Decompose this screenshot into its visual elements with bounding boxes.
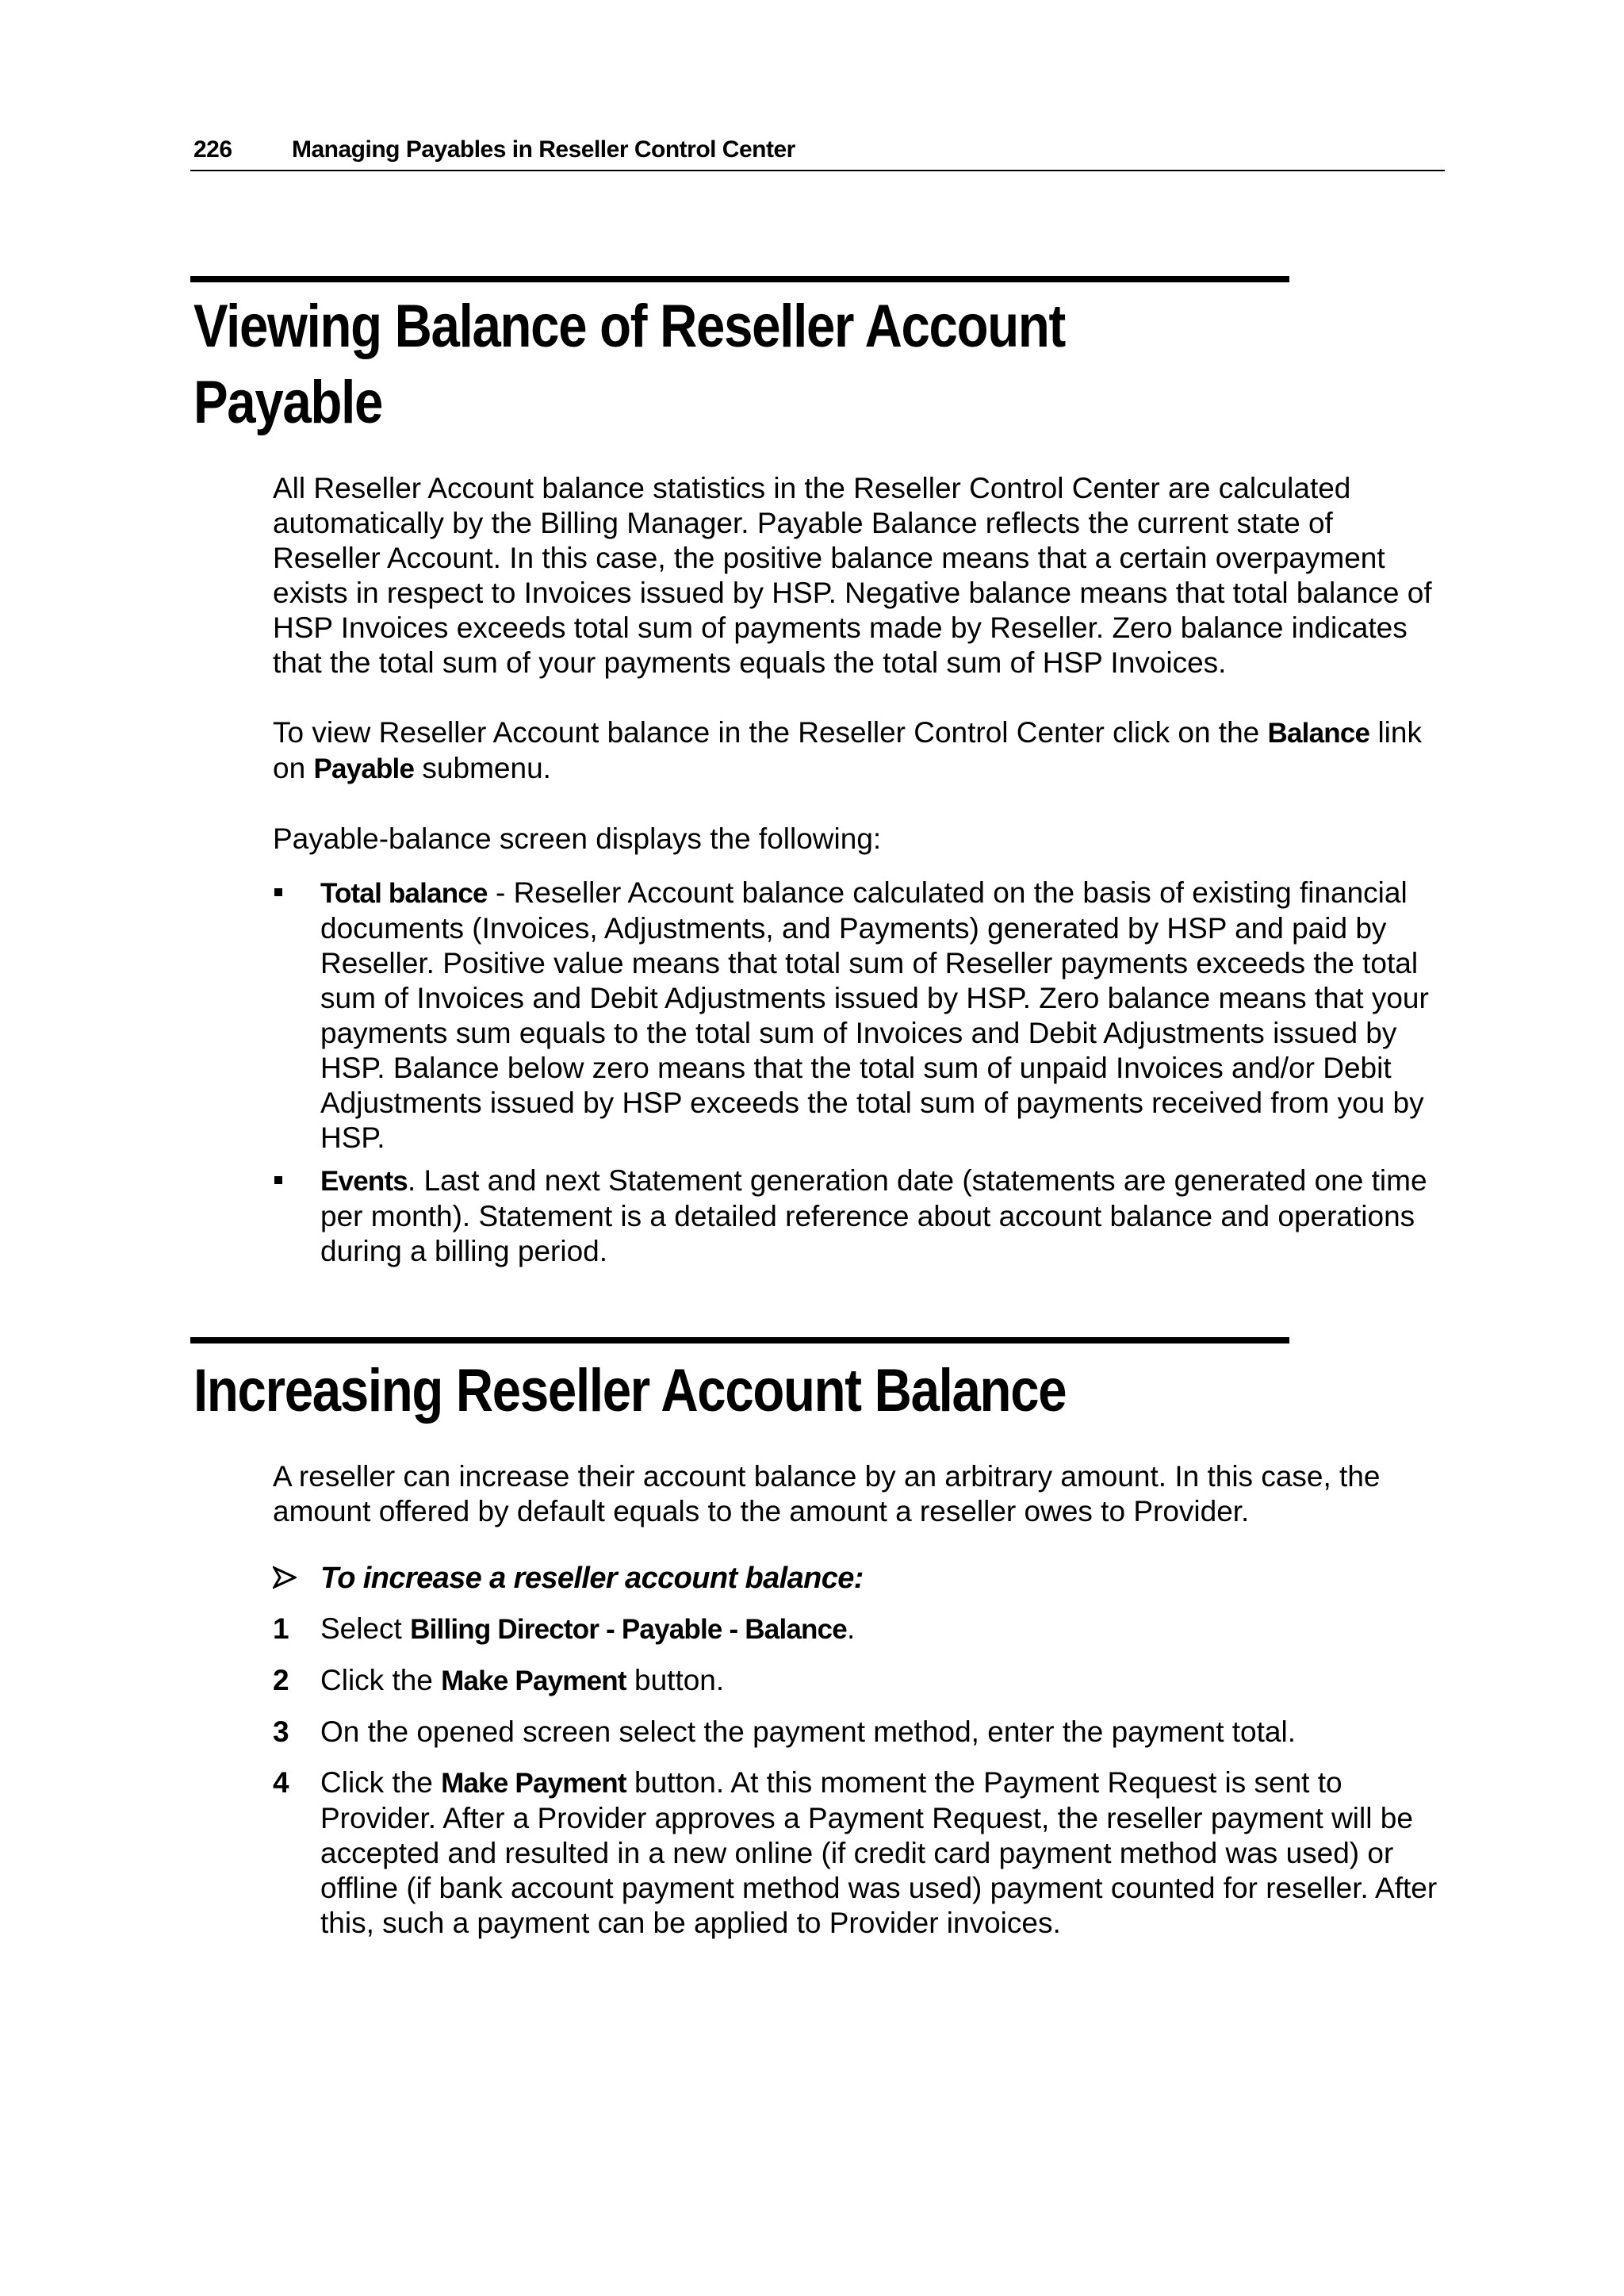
section-rule [190, 276, 1289, 282]
step-item [273, 1765, 1446, 1941]
text: button. [626, 1664, 725, 1696]
term-events: Events [320, 1166, 408, 1197]
ui-term-make-payment: Make Payment [441, 1665, 626, 1696]
ui-term-balance: Balance [1267, 718, 1370, 749]
text: Click the [320, 1664, 442, 1696]
step-item [273, 1612, 1446, 1647]
text: Click the [320, 1766, 442, 1799]
text: submenu. [414, 752, 551, 784]
list-item [273, 1163, 1446, 1269]
text: Select [320, 1612, 411, 1645]
section-rule [190, 1337, 1289, 1343]
section-body [273, 471, 1446, 1269]
section-body [273, 1459, 1446, 1941]
section-title: Increasing Reseller Account Balance [193, 1357, 1067, 1424]
text: button. At this moment the Payment Request is sent to Provider. After a Provider approves a Payment Request, the reseller payment will be accepted and resulted in a new online (if credit card payment method was used) or offline (if bank account payment method was used) payment counted for reseller. After this, such a payment can be applied to Provider invoices. [320, 1766, 1438, 1939]
running-header [190, 135, 1445, 171]
text: . [846, 1612, 856, 1645]
list-item [273, 876, 1446, 1156]
section-increasing-balance [190, 1337, 1445, 1941]
procedure-steps [273, 1612, 1446, 1941]
procedure-title-text: To increase a reseller account balance: [320, 1562, 864, 1595]
step-number: 3 [273, 1715, 289, 1748]
list-item-text: . Last and next Statement generation date (statements are generated one time per month). Statement is a detailed reference about account balance and operations during a billing period. [320, 1164, 1427, 1267]
arrowhead-icon [273, 1566, 297, 1589]
page-number: 226 [193, 136, 232, 163]
list-item-text: - Reseller Account balance calculated on the basis of existing financial documents (Invoices, Adjustments, and Payments) generated by HSP and paid by Reseller. Positive value means that total sum of Reseller payments exceeds the total sum of Invoices and Debit Adjustments issued by HSP. Zero balance means that your payments sum equals to the total sum of Invoices and Debit Adjustments issued by HSP. Balance below zero means that the total sum of unpaid Invoices and/or Debit Adjustments issued by HSP exceeds the total sum of payments received from you by HSP. [320, 876, 1429, 1154]
term-total-balance: Total balance [320, 878, 488, 909]
bullet-square-icon [274, 1176, 282, 1184]
chapter-title: Managing Payables in Reseller Control Center [292, 136, 795, 163]
step-number: 1 [273, 1612, 289, 1645]
section-viewing-balance [190, 276, 1445, 1269]
paragraph-view-balance [273, 715, 1446, 787]
paragraph-screen-displays: Payable-balance screen displays the following: [273, 822, 882, 855]
section-title-line-1: Viewing Balance of Reseller Account [193, 293, 1066, 360]
bullet-list [273, 876, 1446, 1269]
ui-term-make-payment: Make Payment [441, 1768, 626, 1799]
section-title-line-2: Payable [193, 369, 383, 436]
text: link on [273, 716, 1422, 784]
text: On the opened screen select the payment method, enter the payment total. [320, 1715, 1296, 1748]
step-number: 4 [273, 1766, 289, 1799]
procedure-title [273, 1561, 1446, 1596]
ui-term-payable: Payable [313, 753, 415, 784]
bullet-square-icon [274, 888, 282, 896]
paragraph-balance-statistics: All Reseller Account balance statistics in the Reseller Control Center are calculated automatically by the Billing Manager. Payable Balance reflects the current state of Reseller Account. In this case, the positive balance means that a certain overpayment exists in respect to Invoices issued by HSP. Negative balance means that total balance of HSP Invoices exceeds total sum of payments made by Reseller. Zero balance indicates that the total sum of your payments equals the total sum of HSP Invoices. [273, 472, 1432, 679]
paragraph-increase-intro: A reseller can increase their account balance by an arbitrary amount. In this case, the amount offered by default equals to the amount a reseller owes to Provider. [273, 1460, 1381, 1527]
step-item [273, 1715, 1446, 1750]
text: To view Reseller Account balance in the Reseller Control Center click on the [273, 716, 1268, 749]
section-title [193, 289, 1258, 441]
ui-path: Billing Director - Payable - Balance [410, 1614, 847, 1645]
step-number: 2 [273, 1664, 289, 1696]
step-item [273, 1663, 1446, 1699]
